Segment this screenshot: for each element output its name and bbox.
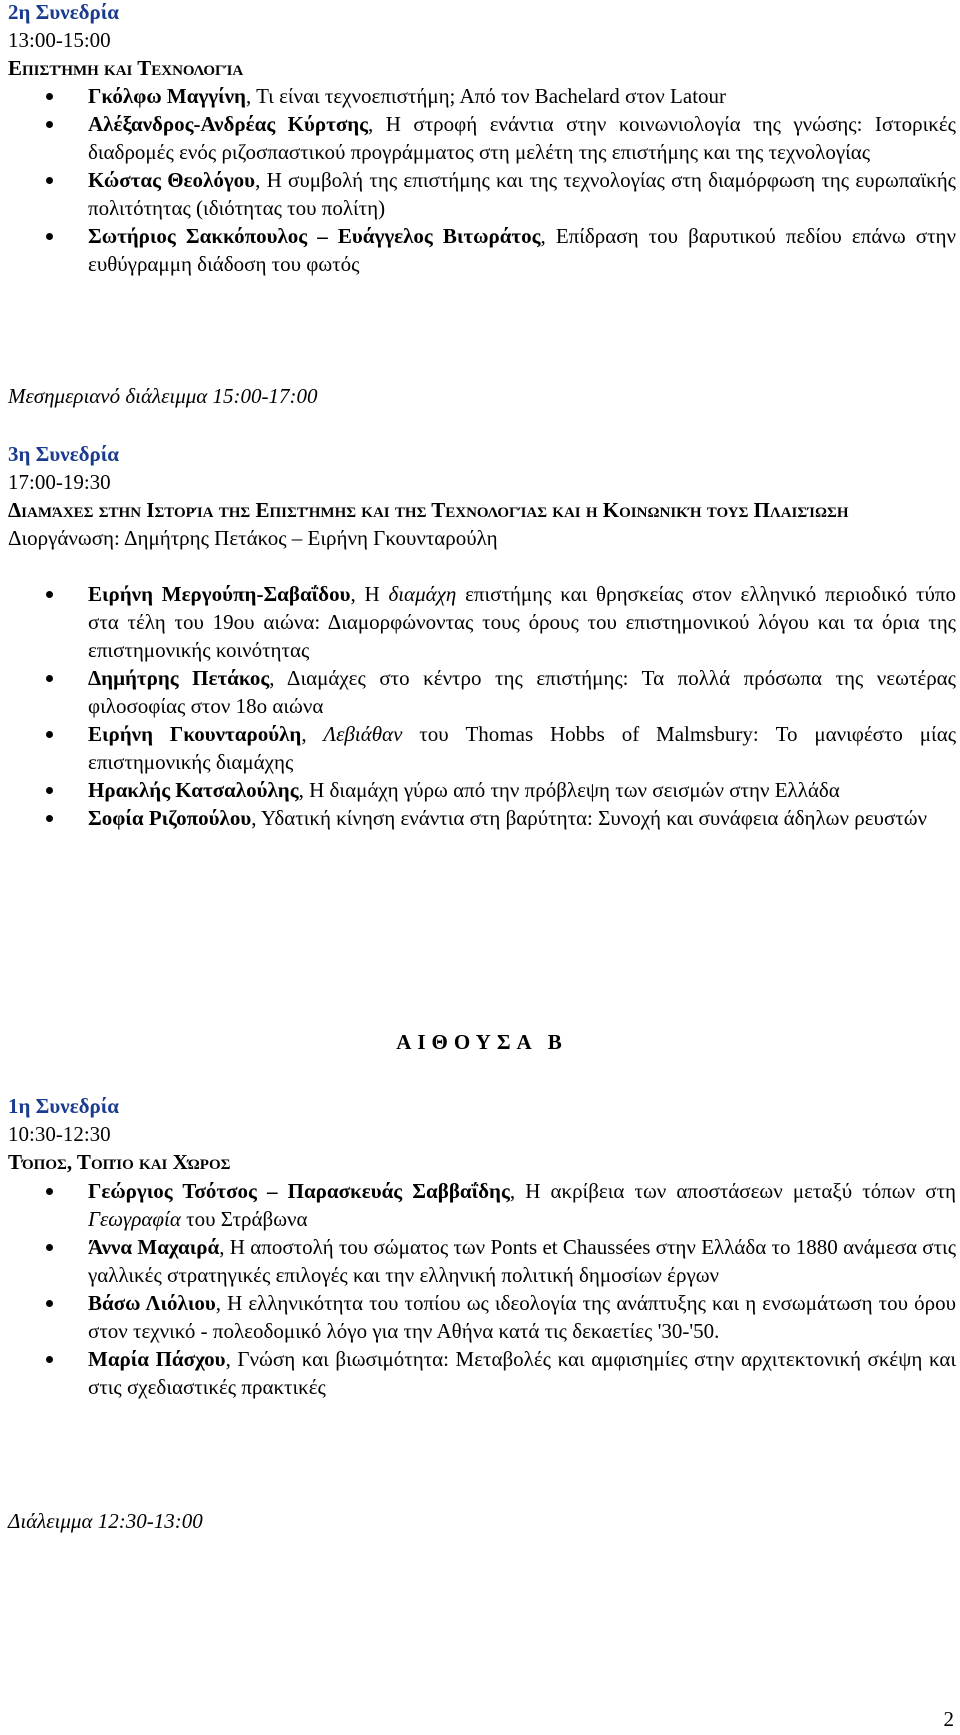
paper-author: Σωτήριος Σακκόπουλος – Ευάγγελος Βιτωράτος (88, 224, 541, 248)
bullet-icon (46, 93, 53, 100)
paper-title: , Διαμάχες στο κέντρο της επιστήμης: Τα πολλά πρόσωπα της νεωτέρας φιλοσοφίας στον 18ο αιώνα (88, 666, 956, 718)
bullet-icon (46, 1244, 53, 1251)
paper-author: Άννα Μαχαιρά (88, 1235, 220, 1259)
paper-title-rest: του Thomas Hobbs of Malmsbury: Το μανιφέστο μίας επιστημονικής διαμάχης (88, 722, 957, 774)
session-2 (8, 0, 243, 82)
paper-title: , Η στροφή ενάντια στην κοινωνιολογία της γνώσης: Ιστορικές διαδρομές ενός ριζοσπαστικού προγράμματος στη μελέτη της επιστήμης και της τεχνολογίας (88, 112, 956, 164)
session-3 (8, 440, 956, 552)
session-title: 1η Συνεδρία (8, 1094, 120, 1118)
paper-title: , Η διαμάχη γύρω από την πρόβλεψη των σεισμών στην Ελλάδα (298, 778, 840, 802)
paper-author: Δημήτρης Πετάκος (88, 666, 270, 690)
paper-title: , Υδατική κίνηση ενάντια στη βαρύτητα: Συνοχή και συνάφεια άδηλων ρευστών (251, 806, 928, 830)
list-item (8, 720, 956, 776)
list-item (8, 776, 956, 804)
paper-author: Γκόλφω Μαγγίνη (88, 84, 246, 108)
paper-author: Βάσω Λιόλιου (88, 1291, 216, 1315)
list-item (8, 1345, 956, 1401)
bullet-icon (46, 787, 53, 794)
paper-title: , Η (350, 582, 389, 606)
paper-title-italic: Γεωγραφία (88, 1207, 181, 1231)
paper-title: , Η συμβολή της επιστήμης και της τεχνολογίας στη διαμόρφωση της ευρωπαϊκής πολιτότητας (ιδιότητας του πολίτη) (88, 168, 956, 220)
session-organizers: Διοργάνωση: Δημήτρης Πετάκος – Ειρήνη Γκουνταρούλη (8, 526, 498, 550)
room-heading: ΑΙΘΟΥΣΑ Β (396, 1030, 568, 1054)
paper-author: Μαρία Πάσχου (88, 1347, 226, 1371)
bullet-icon (46, 1188, 53, 1195)
list-item (8, 580, 956, 664)
list-item (8, 166, 956, 222)
bullet-icon (46, 1300, 53, 1307)
short-break: Διάλειμμα 12:30-13:00 (8, 1509, 203, 1533)
list-item (8, 1289, 956, 1345)
lunch-break: Μεσημεριανό διάλειμμα 15:00-17:00 (8, 384, 318, 408)
bullet-icon (46, 233, 53, 240)
list-item (8, 1177, 956, 1233)
paper-author: Ηρακλής Κατσαλούλης (88, 778, 299, 802)
paper-title-italic: διαμάχη (388, 582, 457, 606)
paper-title: , Η αποστολή του σώματος των Ponts et Chaussées στην Ελλάδα το 1880 ανάμεσα στις γαλλικές στρατηγικές επιλογές και την ελληνική πολιτική δημοσίων έργων (88, 1235, 957, 1287)
paper-author: Γεώργιος Τσότσος – Παρασκευάς Σαββαΐδης (88, 1179, 510, 1203)
bullet-icon (46, 177, 53, 184)
paper-title: , Γνώση και βιωσιμότητα: Μεταβολές και αμφισημίες στην αρχιτεκτονική σκέψη και στις σχεδιαστικές πρακτικές (88, 1347, 957, 1399)
session-3-papers (8, 580, 956, 832)
paper-title: , Τι είναι τεχνοεπιστήμη; Από τον Bachelard στον Latour (245, 84, 727, 108)
bullet-icon (46, 121, 53, 128)
paper-author: Σοφία Ριζοπούλου (88, 806, 252, 830)
paper-title: , Επίδραση του βαρυτικού πεδίου επάνω στην ευθύγραμμη διάδοση του φωτός (88, 224, 956, 276)
session-track: Επιστήμη και Τεχνολογία (8, 56, 244, 80)
list-item (8, 82, 956, 110)
list-item (8, 1233, 956, 1289)
bullet-icon (46, 675, 53, 682)
paper-title: , Η ακρίβεια των αποστάσεων μεταξύ τόπων στη (509, 1179, 956, 1203)
paper-title-italic: Λεβιάθαν (323, 722, 403, 746)
session-track: Διαμάχες στην Ιστορία της Επιστήμης και της Τεχνολογίας και η Κοινωνική τους Πλαισίωση (8, 498, 849, 522)
paper-author: Ειρήνη Μεργούπη-Σαβαΐδου (88, 582, 351, 606)
session-time: 17:00-19:30 (8, 470, 111, 494)
list-item (8, 222, 956, 278)
paper-author: Κώστας Θεολόγου (88, 168, 256, 192)
session-1 (8, 1092, 230, 1176)
list-item (8, 804, 956, 832)
list-item (8, 110, 956, 166)
session-track: Τόπος, Τοπίο και Χώρος (8, 1150, 231, 1174)
list-item (8, 664, 956, 720)
paper-title-rest: του Στράβωνα (180, 1207, 308, 1231)
paper-author: Ειρήνη Γκουνταρούλη (88, 722, 302, 746)
paper-title: , (301, 722, 324, 746)
session-title: 3η Συνεδρία (8, 442, 120, 466)
bullet-icon (46, 591, 53, 598)
paper-title-rest: επιστήμης και θρησκείας στον ελληνικό περιοδικό τύπο στα τέλη του 19ου αιώνα: Διαμορφώνοντας τους όρους του επιστημονικού λόγου και τα όρια της επιστημονικής κοινότητας (88, 582, 956, 662)
page-number: 2 (943, 1707, 954, 1731)
session-time: 13:00-15:00 (8, 28, 111, 52)
paper-author: Αλέξανδρος-Ανδρέας Κύρτσης (88, 112, 369, 136)
bullet-icon (46, 731, 53, 738)
bullet-icon (46, 815, 53, 822)
session-time: 10:30-12:30 (8, 1122, 111, 1146)
session-title: 2η Συνεδρία (8, 0, 120, 24)
paper-title: , Η ελληνικότητα του τοπίου ως ιδεολογία της ανάπτυξης και η ενσωμάτωση του όρου στον τεχνικό - πολεοδομικό λόγο για την Αθήνα κατά τις δεκαετίες '30-'50. (88, 1291, 956, 1343)
session-1-papers (8, 1177, 956, 1401)
bullet-icon (46, 1356, 53, 1363)
session-2-papers (8, 82, 956, 278)
